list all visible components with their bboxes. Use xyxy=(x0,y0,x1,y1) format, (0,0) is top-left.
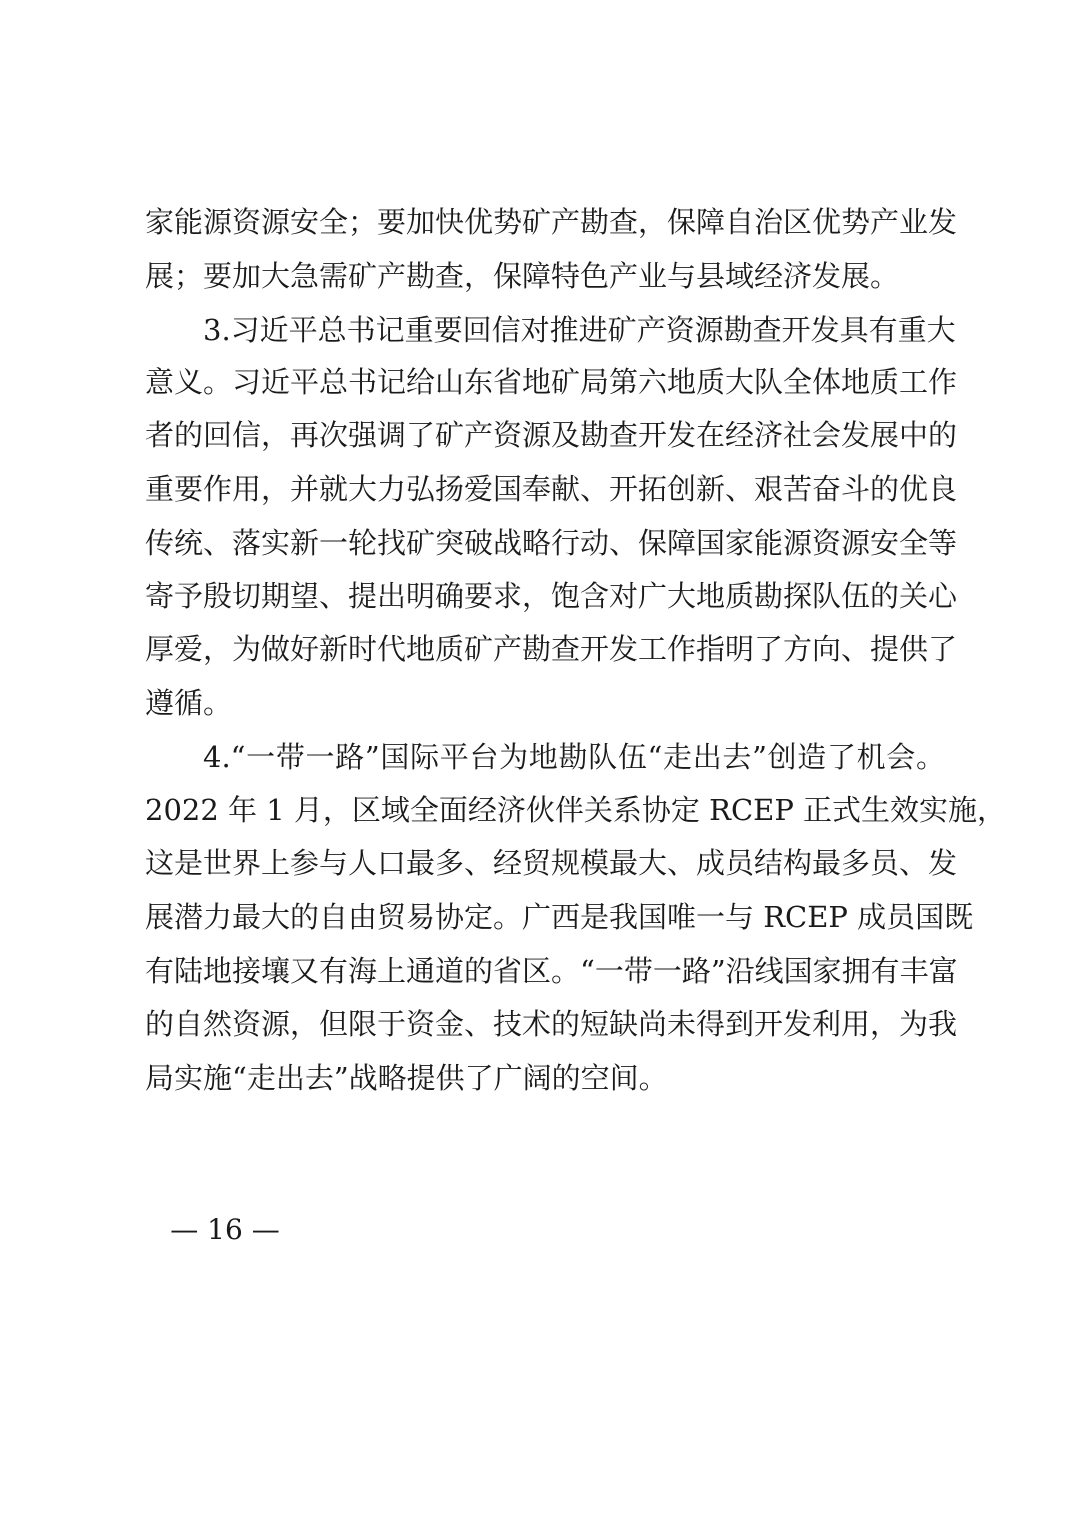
text-line: 者的回信，再次强调了矿产资源及勘查开发在经济社会发展中的 xyxy=(145,418,958,452)
text-line: 传统、落实新一轮找矿突破战略行动、保障国家能源资源安全等 xyxy=(145,526,958,560)
text-line: 的自然资源，但限于资金、技术的短缺尚未得到开发利用，为我 xyxy=(145,1007,958,1041)
text-line: 这是世界上参与人口最多、经贸规模最大、成员结构最多员、发 xyxy=(145,846,958,880)
text-line: 局实施“走出去”战略提供了广阔的空间。 xyxy=(145,1061,668,1095)
text-line: 展；要加大急需矿产勘查，保障特色产业与县域经济发展。 xyxy=(145,259,900,293)
text-line: 展潜力最大的自由贸易协定。广西是我国唯一与 RCEP 成员国既 xyxy=(145,900,974,934)
text-line: 厚爱，为做好新时代地质矿产勘查开发工作指明了方向、提供了 xyxy=(145,632,958,666)
text-line: 意义。习近平总书记给山东省地矿局第六地质大队全体地质工作 xyxy=(145,365,958,399)
text-line: 有陆地接壤又有海上通道的省区。“一带一路”沿线国家拥有丰富 xyxy=(145,954,958,988)
text-line: 重要作用，并就大力弘扬爱国奉献、开拓创新、艰苦奋斗的优良 xyxy=(145,472,958,506)
text-line: 4.“一带一路”国际平台为地勘队伍“走出去”创造了机会。 xyxy=(203,740,945,774)
text-line: 家能源资源安全；要加快优势矿产勘查，保障自治区优势产业发 xyxy=(145,205,958,239)
text-line: 遵循。 xyxy=(145,686,233,720)
page-number: — 16 — xyxy=(170,1213,280,1246)
text-line: 寄予殷切期望、提出明确要求，饱含对广大地质勘探队伍的关心 xyxy=(145,579,958,613)
text-line: 3.习近平总书记重要回信对推进矿产资源勘查开发具有重大 xyxy=(203,313,956,347)
text-line: 2022 年 1 月，区域全面经济伙伴关系协定 RCEP 正式生效实施， xyxy=(145,793,1007,827)
